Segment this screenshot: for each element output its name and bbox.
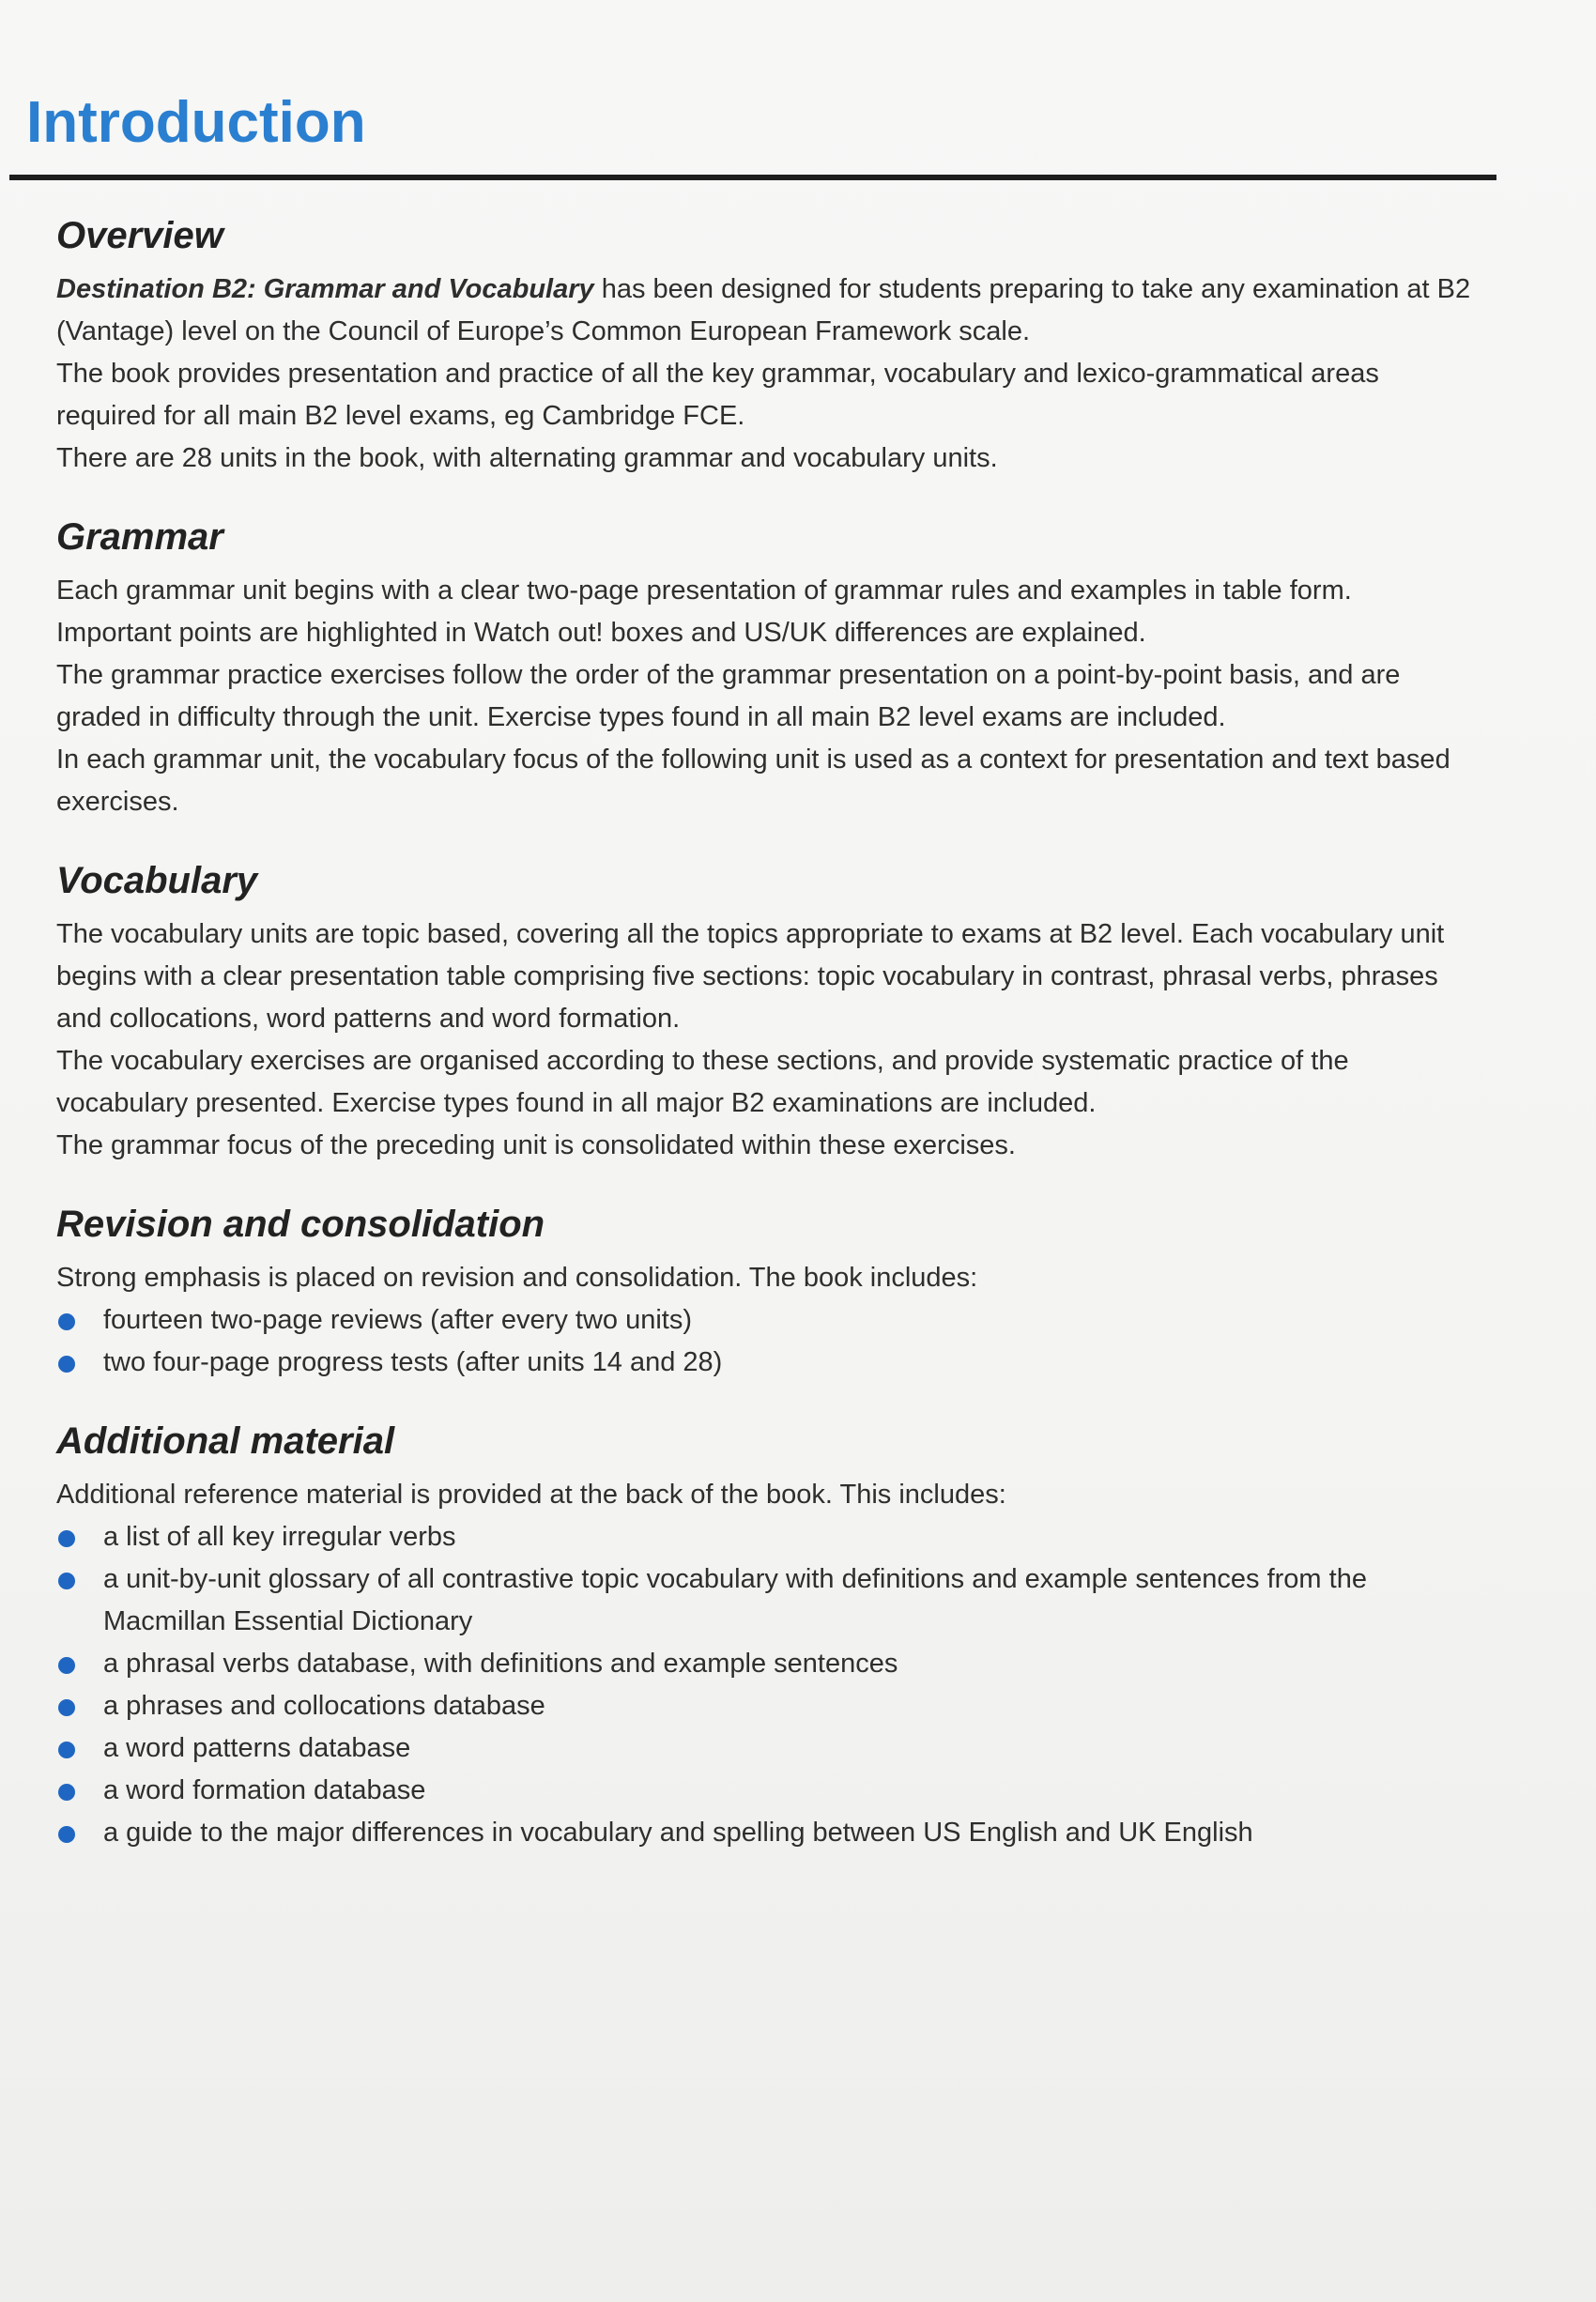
- bullet-icon: [58, 1573, 75, 1589]
- list-item-text: a phrases and collocations database: [103, 1691, 545, 1721]
- list-item: [56, 1685, 1474, 1727]
- page-content: [56, 214, 1474, 1890]
- overview-paragraph-1-text: has been designed for students preparing to take any examination at B2 (Vantage) level on the Council of Europe’s Common European Framework scale.: [56, 274, 1471, 346]
- revision-heading: Revision and consolidation: [56, 1204, 545, 1245]
- vocabulary-paragraph-2: The vocabulary exercises are organised according to these sections, and provide systematic practice of the vocabulary presented. Exercise types found in all major B2 examinations are included.: [56, 1046, 1349, 1118]
- list-item: [56, 1770, 1474, 1812]
- overview-section: [56, 214, 1474, 480]
- list-item-text: fourteen two-page reviews (after every two units): [103, 1305, 692, 1335]
- revision-section: [56, 1203, 1474, 1384]
- bullet-icon: [58, 1657, 75, 1674]
- list-item: [56, 1516, 1474, 1558]
- list-item-text: a phrasal verbs database, with definitions and example sentences: [103, 1649, 898, 1679]
- additional-list: [56, 1516, 1474, 1854]
- bullet-icon: [58, 1530, 75, 1547]
- list-item: [56, 1342, 1474, 1384]
- overview-paragraph-1: [56, 269, 1474, 353]
- additional-heading: Additional material: [56, 1420, 395, 1462]
- grammar-paragraph-3: In each grammar unit, the vocabulary focus of the following unit is used as a context for presentation and text based exercises.: [56, 744, 1450, 817]
- bullet-icon: [58, 1784, 75, 1801]
- list-item: [56, 1812, 1474, 1854]
- title-rule: [9, 175, 1496, 180]
- list-item-text: a unit-by-unit glossary of all contrastive topic vocabulary with definitions and example sentences from the Macmillan Essential Dictionary: [103, 1564, 1367, 1636]
- vocabulary-heading: Vocabulary: [56, 860, 258, 901]
- list-item-text: a list of all key irregular verbs: [103, 1522, 456, 1552]
- revision-intro: Strong emphasis is placed on revision and consolidation. The book includes:: [56, 1263, 978, 1293]
- additional-section: [56, 1420, 1474, 1854]
- vocabulary-paragraph-1: The vocabulary units are topic based, covering all the topics appropriate to exams at B2 level. Each vocabulary unit begins with a clear presentation table comprising five sections: topic vocabulary in contrast, phrasal verbs, phrases and collocations, word patterns and word formation.: [56, 919, 1445, 1034]
- grammar-heading: Grammar: [56, 516, 223, 558]
- additional-intro: Additional reference material is provided at the back of the book. This includes:: [56, 1480, 1006, 1510]
- bullet-icon: [58, 1826, 75, 1843]
- list-item: [56, 1299, 1474, 1342]
- list-item-text: a word patterns database: [103, 1733, 411, 1763]
- list-item-text: two four-page progress tests (after units 14 and 28): [103, 1347, 723, 1377]
- list-item-text: a word formation database: [103, 1775, 426, 1805]
- overview-paragraph-3: There are 28 units in the book, with alternating grammar and vocabulary units.: [56, 443, 998, 473]
- revision-list: [56, 1299, 1474, 1384]
- bullet-icon: [58, 1699, 75, 1716]
- grammar-paragraph-1: Each grammar unit begins with a clear two-page presentation of grammar rules and examples in table form. Important points are highlighted in Watch out! boxes and US/UK differences are explained.: [56, 576, 1352, 648]
- list-item: [56, 1727, 1474, 1770]
- overview-paragraph-2: The book provides presentation and practice of all the key grammar, vocabulary and lexico-grammatical areas required for all main B2 level exams, eg Cambridge FCE.: [56, 359, 1379, 431]
- bullet-icon: [58, 1313, 75, 1330]
- list-item: [56, 1643, 1474, 1685]
- list-item-text: a guide to the major differences in vocabulary and spelling between US English and UK English: [103, 1818, 1253, 1848]
- vocabulary-paragraph-3: The grammar focus of the preceding unit is consolidated within these exercises.: [56, 1130, 1016, 1160]
- page-title: Introduction: [26, 90, 366, 155]
- bullet-icon: [58, 1742, 75, 1758]
- grammar-section: [56, 515, 1474, 823]
- vocabulary-section: [56, 859, 1474, 1167]
- overview-heading: Overview: [56, 215, 223, 256]
- book-title-lead: Destination B2: Grammar and Vocabulary: [56, 274, 594, 304]
- grammar-paragraph-2: The grammar practice exercises follow the order of the grammar presentation on a point-by-point basis, and are graded in difficulty through the unit. Exercise types found in all main B2 level exams are included.: [56, 660, 1401, 732]
- bullet-icon: [58, 1356, 75, 1373]
- list-item: [56, 1558, 1474, 1643]
